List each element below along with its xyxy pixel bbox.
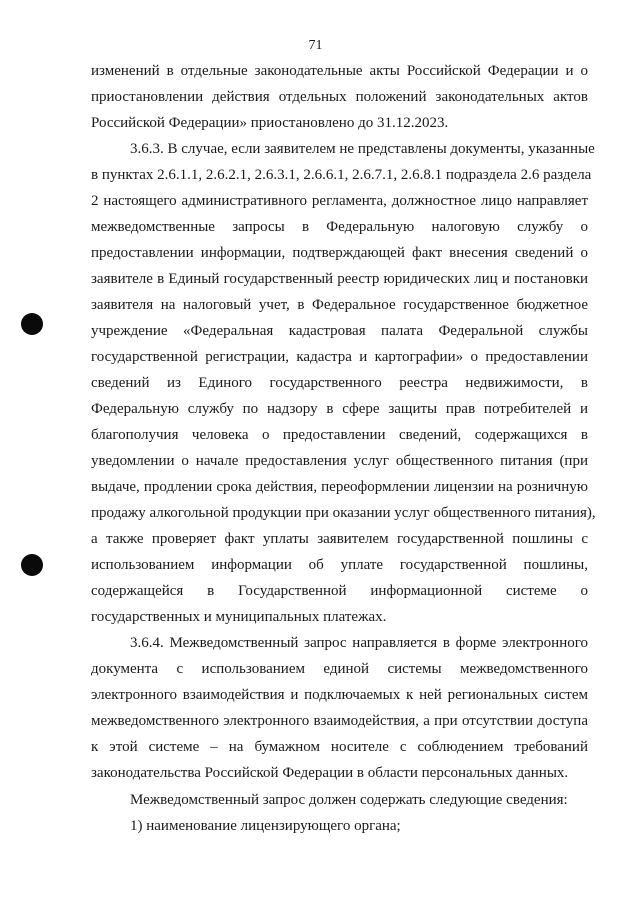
paragraph-first-line: 3.6.3. В случае, если заявителем не представлены документы, указанные — [130, 141, 595, 157]
text-line: Российской Федерации» приостановлено до 31.12.2023. — [91, 115, 449, 131]
text-line: к этой системе – на бумажном носителе с соблюдением требований — [91, 739, 588, 755]
text-line: Федеральную службу по надзору в сфере защиты прав потребителей и — [91, 401, 588, 417]
list-item: 1) наименование лицензирующего органа; — [130, 818, 401, 834]
text-line: предоставлении информации, подтверждающей факт внесения сведений о — [91, 245, 588, 261]
text-line: электронного взаимодействия и подключаемых к ней региональных систем — [91, 687, 588, 703]
text-line: межведомственного электронного взаимодействия, а при отсутствии доступа — [91, 713, 588, 729]
text-line: приостановлении действия отдельных положений законодательных актов — [91, 89, 588, 105]
text-line: заявителя на налоговый учет, в Федеральное государственное бюджетное — [91, 297, 588, 313]
text-line: учреждение «Федеральная кадастровая палата Федеральной службы — [91, 323, 588, 339]
text-line: уведомлении о начале предоставления услуг общественного питания (при — [91, 453, 588, 469]
text-line: 2 настоящего административного регламента, должностное лицо направляет — [91, 193, 588, 209]
text-line: межведомственные запросы в Федеральную налоговую службу о — [91, 219, 588, 235]
text-line: сведений из Единого государственного реестра недвижимости, в — [91, 375, 588, 391]
text-line: продажу алкогольной продукции при оказании услуг общественного питания), — [91, 505, 596, 521]
text-line: документа с использованием единой системы межведомственного — [91, 661, 588, 677]
text-line: содержащейся в Государственной информационной системе о — [91, 583, 588, 599]
text-line: благополучия человека о предоставлении сведений, содержащихся в — [91, 427, 588, 443]
text-line: а также проверяет факт уплаты заявителем государственной пошлины с — [91, 531, 588, 547]
punch-hole-bottom — [21, 554, 43, 576]
text-line: в пунктах 2.6.1.1, 2.6.2.1, 2.6.3.1, 2.6.6.1, 2.6.7.1, 2.6.8.1 подраздела 2.6 раздела — [91, 167, 592, 183]
page-number: 71 — [308, 38, 323, 53]
text-line: государственной регистрации, кадастра и картографии» о предоставлении — [91, 349, 588, 365]
text-line: выдаче, продлении срока действия, переоформлении лицензии на розничную — [91, 479, 588, 495]
text-line: законодательства Российской Федерации в области персональных данных. — [91, 765, 569, 781]
paragraph-first-line: Межведомственный запрос должен содержать следующие сведения: — [130, 792, 568, 808]
punch-hole-top — [21, 313, 43, 335]
text-line: заявителе в Единый государственный реестр юридических лиц и постановки — [91, 271, 588, 287]
text-line: государственных и муниципальных платежах. — [91, 609, 387, 625]
paragraph-first-line: 3.6.4. Межведомственный запрос направляется в форме электронного — [130, 635, 588, 651]
text-line: использованием информации об уплате государственной пошлины, — [91, 557, 588, 573]
text-line: изменений в отдельные законодательные акты Российской Федерации и о — [91, 63, 588, 79]
